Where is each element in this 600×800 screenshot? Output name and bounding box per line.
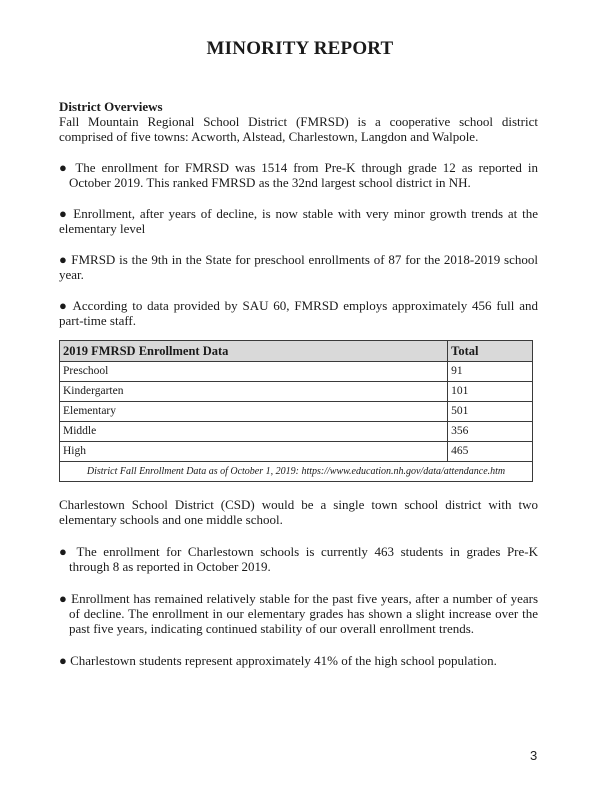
bullet-csd-enrollment: ● The enrollment for Charlestown schools is currently 463 students in grades Pre-K through 8 as reported in October 2019. — [59, 544, 538, 574]
table-row — [60, 382, 533, 402]
row-total: 91 — [448, 362, 533, 382]
row-total: 501 — [448, 402, 533, 422]
table-source-row — [60, 462, 533, 482]
table-row — [60, 362, 533, 382]
row-label: Middle — [60, 422, 448, 442]
table-source-note: District Fall Enrollment Data as of October 1, 2019: https://www.education.nh.gov/data/attendance.htm — [60, 462, 533, 482]
bullet-fmrsd-staff: ● According to data provided by SAU 60, FMRSD employs approximately 456 full and part-time staff. — [59, 298, 538, 328]
page-title: MINORITY REPORT — [206, 38, 394, 59]
column-header-category: 2019 FMRSD Enrollment Data — [60, 341, 448, 362]
row-total: 465 — [448, 442, 533, 462]
table-header-row — [60, 341, 533, 362]
row-label: Elementary — [60, 402, 448, 422]
column-header-total: Total — [448, 341, 533, 362]
section-heading-district-overviews: District Overviews — [59, 99, 163, 114]
table-row — [60, 442, 533, 462]
bullet-fmrsd-enrollment: ● The enrollment for FMRSD was 1514 from Pre-K through grade 12 as reported in October 2019. This ranked FMRSD as the 32nd largest school district in NH. — [59, 160, 538, 190]
row-total: 356 — [448, 422, 533, 442]
csd-intro-paragraph: Charlestown School District (CSD) would be a single town school district with two elementary schools and one middle school. — [59, 497, 538, 527]
row-total: 101 — [448, 382, 533, 402]
table-row — [60, 422, 533, 442]
fmrsd-intro-paragraph: Fall Mountain Regional School District (FMRSD) is a cooperative school district comprised of five towns: Acworth, Alstead, Charlestown, Langdon and Walpole. — [59, 114, 538, 144]
bullet-csd-high-school-share: ● Charlestown students represent approximately 41% of the high school population. — [59, 653, 497, 668]
enrollment-table — [59, 340, 533, 482]
page-number: 3 — [530, 748, 538, 763]
bullet-fmrsd-stability: ● Enrollment, after years of decline, is now stable with very minor growth trends at the elementary level — [59, 206, 538, 236]
row-label: Kindergarten — [60, 382, 448, 402]
bullet-fmrsd-preschool-rank: ● FMRSD is the 9th in the State for preschool enrollments of 87 for the 2018-2019 school year. — [59, 252, 538, 282]
row-label: Preschool — [60, 362, 448, 382]
document-body — [59, 99, 538, 668]
table-row — [60, 402, 533, 422]
row-label: High — [60, 442, 448, 462]
bullet-csd-stability: ● Enrollment has remained relatively stable for the past five years, after a number of years of decline. The enrollment in our elementary grades has shown a slight increase over the past five years, indicating continued stability of our overall enrollment trends. — [59, 591, 538, 636]
